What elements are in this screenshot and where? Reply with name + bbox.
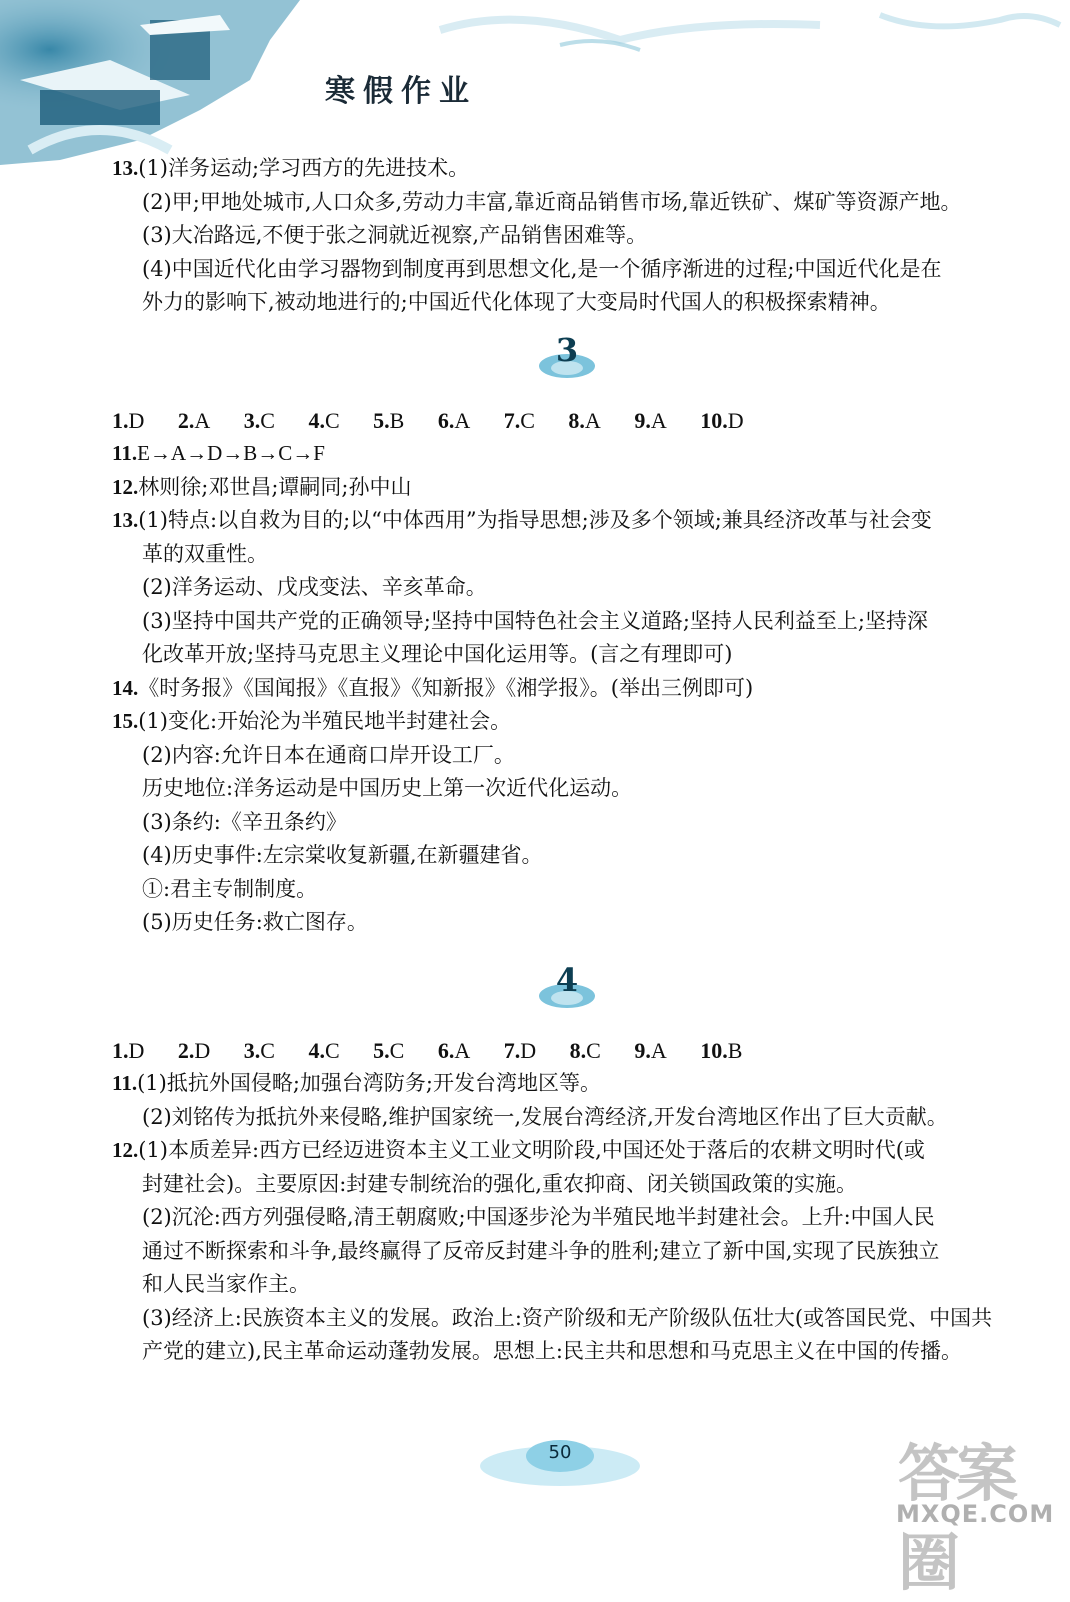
watermark bbox=[890, 1420, 1065, 1599]
mc-answer: 2.A bbox=[177, 407, 211, 433]
answer-line: (3)大冶路远,不便于张之洞就近视察,产品销售困难等。 bbox=[142, 223, 648, 247]
mc-answer: 3.C bbox=[243, 1037, 275, 1063]
mc-answer: 1.D bbox=[112, 1037, 145, 1063]
mc-answers-row bbox=[112, 404, 1022, 438]
page-number: 50 bbox=[548, 1442, 572, 1463]
mc-answer: 4.C bbox=[308, 407, 340, 433]
mc-answer: 5.C bbox=[373, 1037, 405, 1063]
answer-line: (1)洋务运动;学习西方的先进技术。 bbox=[138, 156, 470, 180]
page-footer bbox=[470, 1428, 650, 1498]
header-banner bbox=[0, 0, 1070, 165]
mc-answer: 3.C bbox=[243, 407, 275, 433]
mc-answer: 2.D bbox=[177, 1037, 211, 1063]
mc-answer: 7.C bbox=[503, 407, 535, 433]
section-badge-4 bbox=[535, 960, 599, 1012]
mc-answer: 9.A bbox=[634, 407, 667, 433]
sec4-q12: 12.(1)本质差异:西方已经迈进资本主义工业文明阶段,中国还处于落后的农耕文明时代(或 封建社会)。主要原因:封建专制统治的强化,重农抑商、闭关锁国政策的实施。 (2)沉沦:西方列强侵略,清王朝腐败;中国逐步沦为半殖民地半封建社会。上升:中国人民 通过不断探索和斗争,最终赢得了反帝反封建斗争的胜利;建立了新中国,实现了民族独立 和人民当家作主。 (3)经济上:民族资本主义的发展。政治上:资产阶级和无产阶级队伍壮大(或答国民党、中国共 产党的建立),民主革命运动蓬勃发展。思想上:民主共和思想和马克思主义在中国的传播。 bbox=[112, 1138, 993, 1363]
question-number: 13. bbox=[112, 156, 139, 180]
mc-answer: 10.D bbox=[700, 407, 744, 433]
mc-answer: 6.A bbox=[437, 1037, 471, 1063]
section-number: 4 bbox=[555, 960, 579, 999]
answer-line: (2)甲;甲地处城市,人口众多,劳动力丰富,靠近商品销售市场,靠近铁矿、煤矿等资源产地。 bbox=[142, 189, 962, 214]
page-number-cloud-icon bbox=[470, 1428, 650, 1498]
answer-line: (4)中国近代化由学习器物到制度再到思想文化,是一个循序渐进的过程;中国近代化是在 bbox=[142, 256, 942, 281]
mc-answer: 7.D bbox=[503, 1037, 537, 1063]
winter-scene-illustration bbox=[0, 0, 1070, 165]
watermark-text: MXQE.COM bbox=[896, 1500, 1055, 1528]
mc-answer: 9.A bbox=[634, 1037, 667, 1063]
answer-content bbox=[112, 152, 1022, 1369]
mc-answer: 8.A bbox=[568, 407, 601, 433]
sec3-q11: 11.E→A→D→B→C→F bbox=[112, 441, 325, 465]
sec3-q12: 12.林则徐;邓世昌;谭嗣同;孙中山 bbox=[112, 474, 412, 499]
sec3-q14: 14.《时务报》《国闻报》《直报》《知新报》《湘学报》。(举出三例即可) bbox=[112, 675, 754, 700]
sec3-q15: 15.(1)变化:开始沦为半殖民地半封建社会。 (2)内容:允许日本在通商口岸开设工厂。 历史地位:洋务运动是中国历史上第一次近代化运动。 (3)条约:《辛丑条约》 (4)历史事件:左宗棠收复新疆,在新疆建省。 ①:君主专制制度。 (5)历史任务:救亡图存。 bbox=[112, 709, 633, 934]
mc-answer: 4.C bbox=[308, 1037, 340, 1063]
mc-answers-row bbox=[112, 1034, 1022, 1068]
mc-answer: 5.B bbox=[373, 407, 405, 433]
header-title: 寒假作业 bbox=[325, 74, 477, 109]
answer-line: 外力的影响下,被动地进行的;中国近代化体现了大变局时代国人的积极探索精神。 bbox=[142, 290, 891, 314]
sec4-q11: 11.(1)抵抗外国侵略;加强台湾防务;开发台湾地区等。 (2)刘铭传为抵抗外来侵略,维护国家统一,发展台湾经济,开发台湾地区作出了巨大贡献。 bbox=[112, 1071, 948, 1129]
section-badge-3 bbox=[535, 330, 599, 382]
mc-answer: 8.C bbox=[569, 1037, 601, 1063]
sec3-q13: 13.(1)特点:以自救为目的;以“中体西用”为指导思想;涉及多个领域;兼具经济改革与社会变 革的双重性。 (2)洋务运动、戊戌变法、辛亥革命。 (3)坚持中国共产党的正确领导;坚持中国特色社会主义道路;坚持人民利益至上;坚持深 化改革开放;坚持马克思主义理论中国化运用等。(言之有理即可) bbox=[112, 508, 932, 666]
watermark-logo: 答案圈 bbox=[898, 1437, 1015, 1599]
mc-answer: 10.B bbox=[700, 1037, 743, 1063]
mc-answer: 6.A bbox=[437, 407, 471, 433]
mc-answer: 1.D bbox=[112, 407, 145, 433]
sec2-q13 bbox=[112, 152, 1022, 320]
section-number: 3 bbox=[555, 330, 579, 369]
